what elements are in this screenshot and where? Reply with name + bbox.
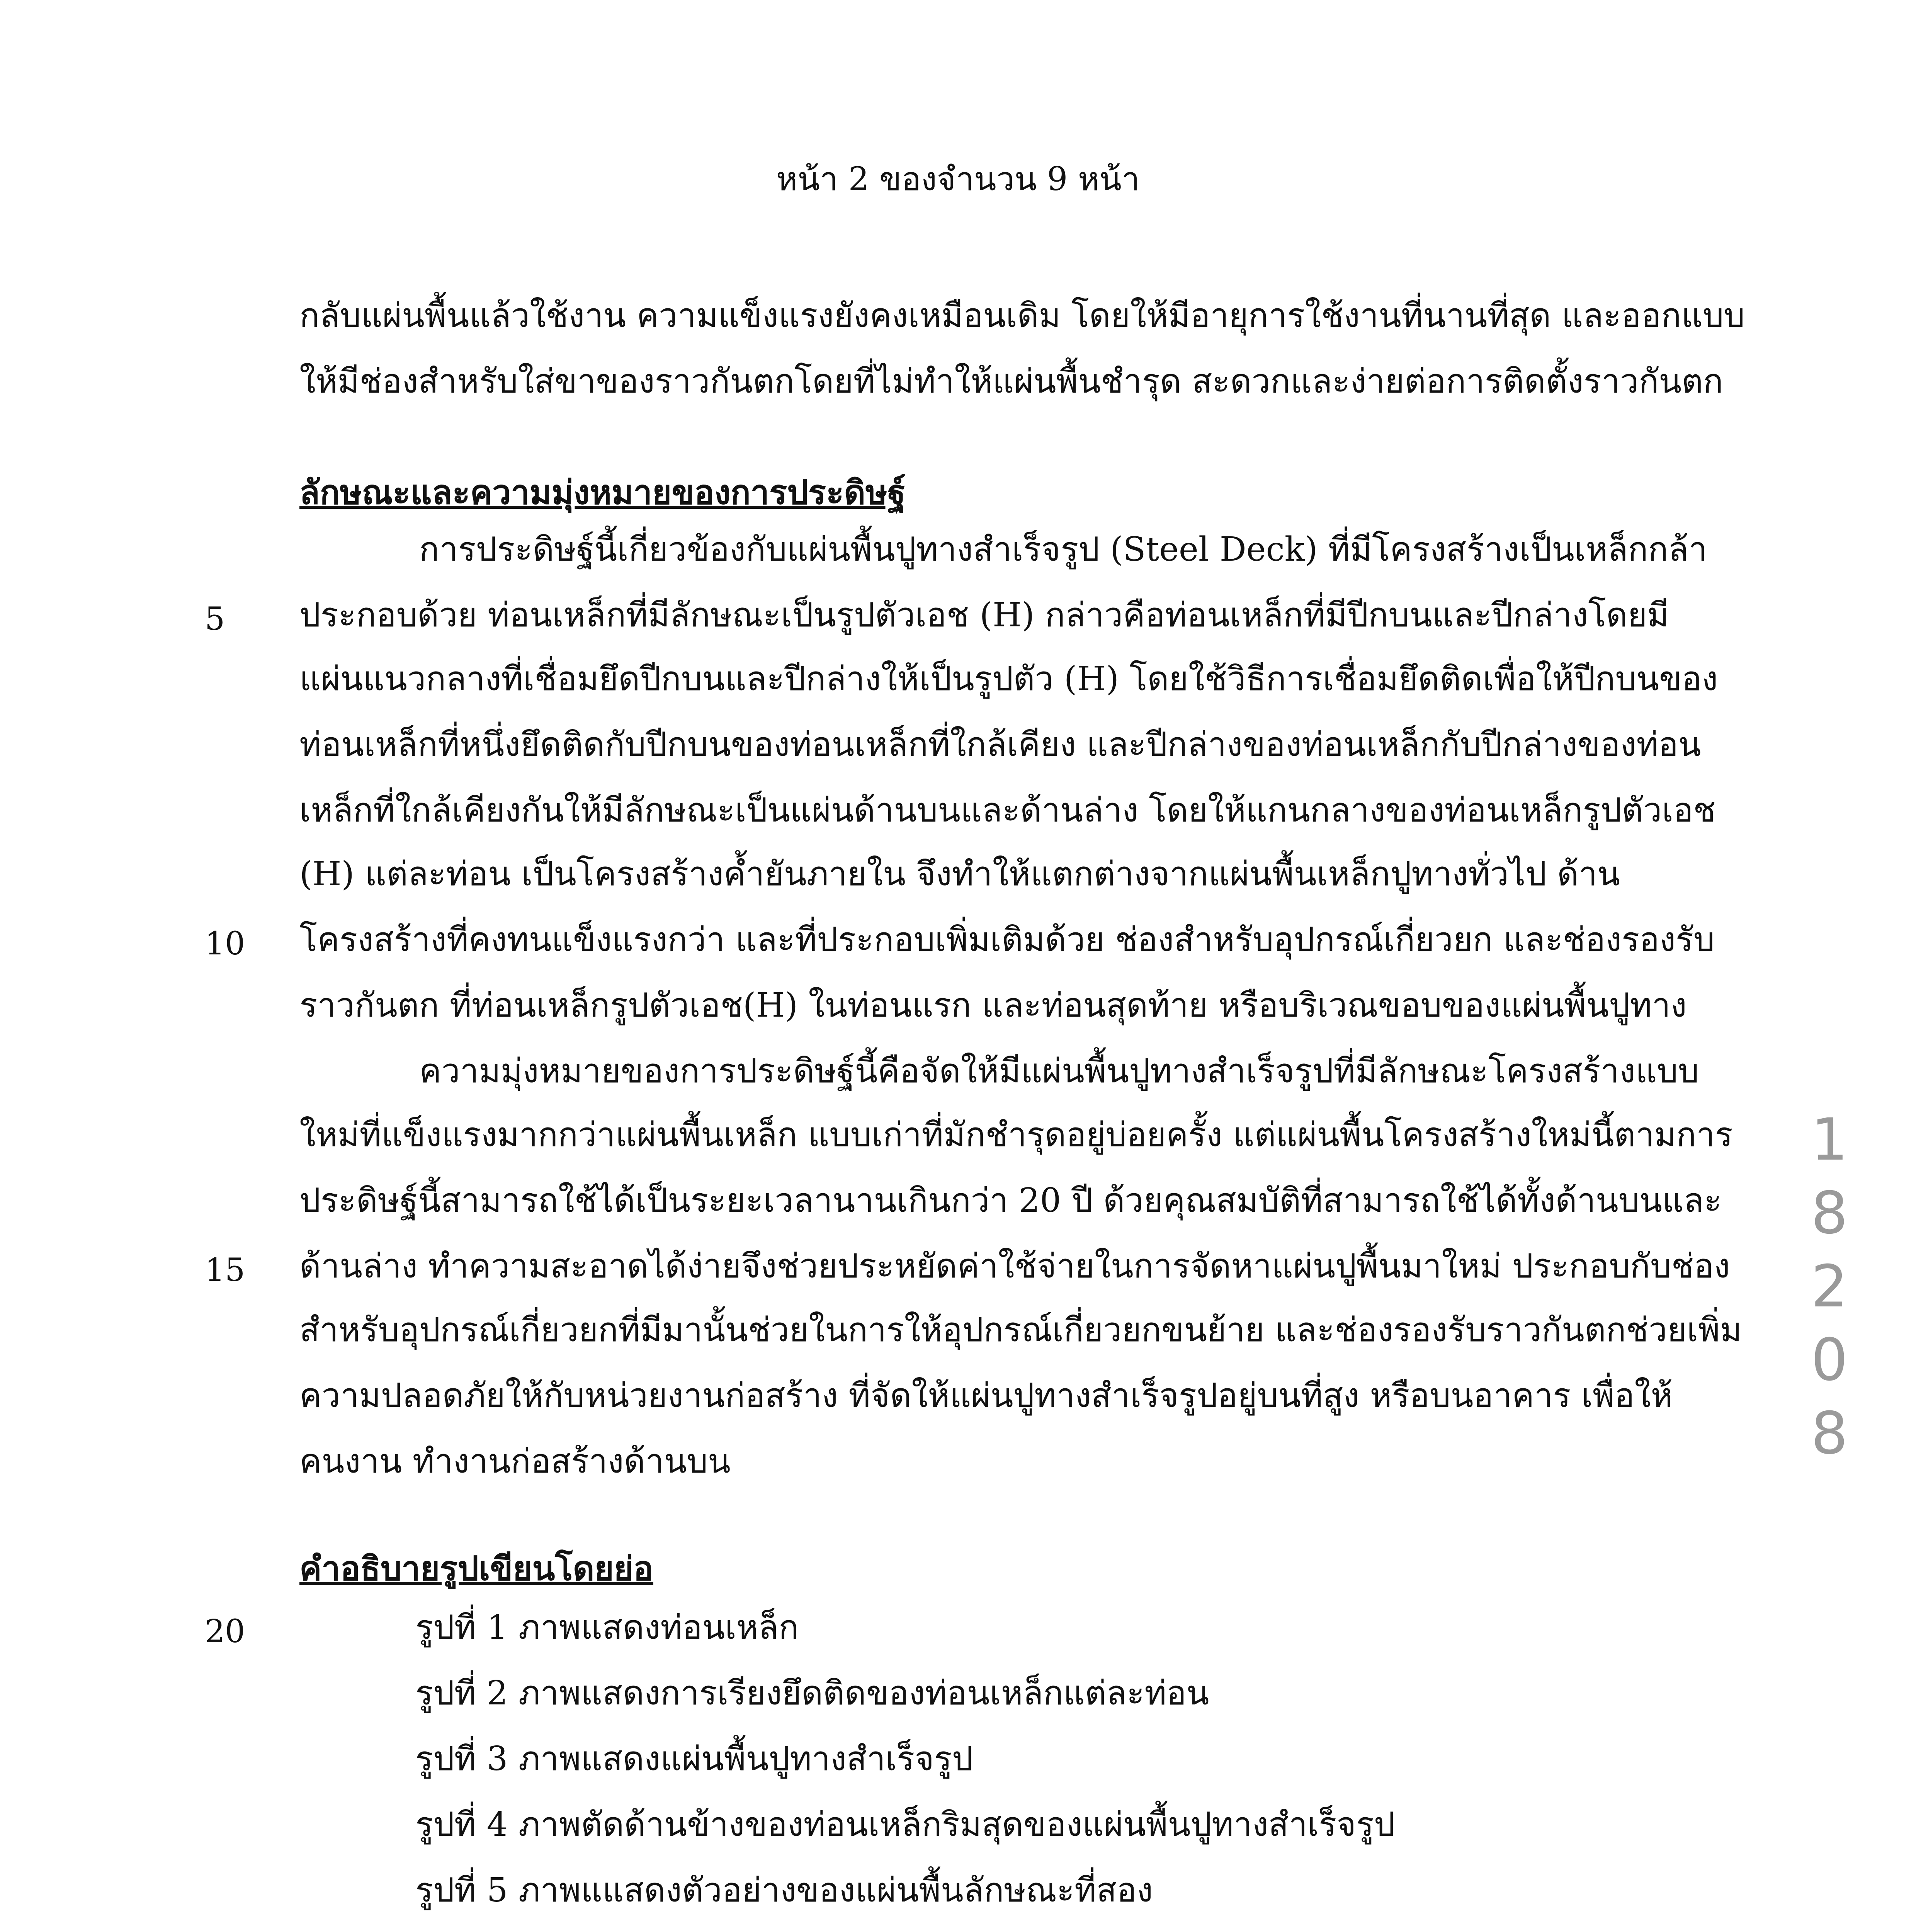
body-line: คนงาน ทำงานก่อสร้างด้านบน [299,1442,731,1481]
figure-item: รูปที่ 5 ภาพแแสดงตัวอย่างของแผ่นพื้นลักษณะที่สอง [415,1871,1153,1910]
body-line: ด้านล่าง ทำความสะอาดได้ง่ายจึงช่วยประหยัดค่าใช้จ่ายในการจัดหาแผ่นปูพื้นมาใหม่ ประกอบกับช่อง [299,1247,1730,1286]
body-line: โครงสร้างที่คงทนแข็งแรงกว่า และที่ประกอบเพิ่มเติมด้วย ช่องสำหรับอุปกรณ์เกี่ยวยก และช่องรองรับ [299,920,1715,959]
figure-item: รูปที่ 3 ภาพแสดงแผ่นพื้นปูทางสำเร็จรูป [415,1740,973,1778]
body-line: ความมุ่งหมายของการประดิษฐ์นี้คือจัดให้มีแผ่นพื้นปูทางสำเร็จรูปที่มีลักษณะโครงสร้างแบบ [419,1052,1699,1090]
stamp-digit: 0 [1811,1327,1848,1394]
figure-item: รูปที่ 4 ภาพตัดด้านข้างของท่อนเหล็กริมสุดของแผ่นพื้นปูทางสำเร็จรูป [415,1805,1395,1844]
body-line: ประดิษฐ์นี้สามารถใช้ได้เป็นระยะเวลานานเกินกว่า 20 ปี ด้วยคุณสมบัติที่สามารถใช้ได้ทั้งด้านบนและ [299,1181,1722,1220]
stamp-digit: 2 [1811,1253,1848,1320]
body-line: การประดิษฐ์นี้เกี่ยวข้องกับแผ่นพื้นปูทางสำเร็จรูป (Steel Deck) ที่มีโครงสร้างเป็นเหล็กกล้า [419,530,1707,569]
intro-line: กลับแผ่นพื้นแล้วใช้งาน ความแข็งแรงยังคงเหมือนเดิม โดยให้มีอายุการใช้งานที่นานที่สุด และออกแบบ [299,296,1745,335]
section-heading-figures: คำอธิบายรูปเขียนโดยย่อ [299,1549,653,1588]
body-line: ราวกันตก ที่ท่อนเหล็กรูปตัวเอช(H) ในท่อนแรก และท่อนสุดท้าย หรือบริเวณขอบของแผ่นพื้นปูทาง [299,986,1687,1025]
stamp-digit: 8 [1811,1180,1848,1247]
line-number: 20 [205,1613,245,1650]
figure-item: รูปที่ 1 ภาพแสดงท่อนเหล็ก [415,1608,799,1647]
body-line: สำหรับอุปกรณ์เกี่ยวยกที่มีมานั้นช่วยในการให้อุปกรณ์เกี่ยวยกขนย้าย และช่องรองรับราวกันตกช่วยเพิ่ม [299,1311,1742,1349]
body-line: เหล็กที่ใกล้เคียงกันให้มีลักษณะเป็นแผ่นด้านบนและด้านล่าง โดยให้แกนกลางของท่อนเหล็กรูปตัวเอช [299,791,1716,830]
line-number: 5 [205,601,225,638]
body-line: ความปลอดภัยให้กับหน่วยงานก่อสร้าง ที่จัดให้แผ่นปูทางสำเร็จรูปอยู่บนที่สูง หรือบนอาคาร เพื่อให้ [299,1376,1673,1415]
body-line: ใหม่ที่แข็งแรงมากกว่าแผ่นพื้นเหล็ก แบบเก่าที่มักชำรุดอยู่บ่อยครั้ง แต่แผ่นพื้นโครงสร้างใหม่นี้ตามการ [299,1116,1733,1154]
stamp-digit: 8 [1811,1400,1848,1467]
body-line: (H) แต่ละท่อน เป็นโครงสร้างค้ำยันภายใน จึงทำให้แตกต่างจากแผ่นพื้นเหล็กปูทางทั่วไป ด้าน [299,855,1620,893]
line-number: 15 [205,1252,245,1289]
section-heading-characteristics: ลักษณะและความมุ่งหมายของการประดิษฐ์ [299,473,906,512]
intro-line: ให้มีช่องสำหรับใส่ขาของราวกันตกโดยที่ไม่ทำให้แผ่นพื้นชำรุด สะดวกและง่ายต่อการติดตั้งราวกันตก [299,362,1724,401]
figure-item: รูปที่ 2 ภาพแสดงการเรียงยึดติดของท่อนเหล็กแต่ละท่อน [415,1674,1209,1713]
page-header: หน้า 2 ของจำนวน 9 หน้า [776,160,1140,198]
body-line: ประกอบด้วย ท่อนเหล็กที่มีลักษณะเป็นรูปตัวเอช (H) กล่าวคือท่อนเหล็กที่มีปีกบนและปีกล่างโดยมี [299,596,1669,634]
side-reference-stamp [1791,1103,1868,1470]
body-line: ท่อนเหล็กที่หนึ่งยึดติดกับปีกบนของท่อนเหล็กที่ใกล้เคียง และปีกล่างของท่อนเหล็กกับปีกล่างของท่อน [299,725,1701,764]
line-number: 10 [205,925,245,962]
stamp-digit: 1 [1811,1106,1848,1173]
body-line: แผ่นแนวกลางที่เชื่อมยึดปีกบนและปีกล่างให้เป็นรูปตัว (H) โดยใช้วิธีการเชื่อมยึดติดเพื่อให้ปีกบนของ [299,660,1718,698]
